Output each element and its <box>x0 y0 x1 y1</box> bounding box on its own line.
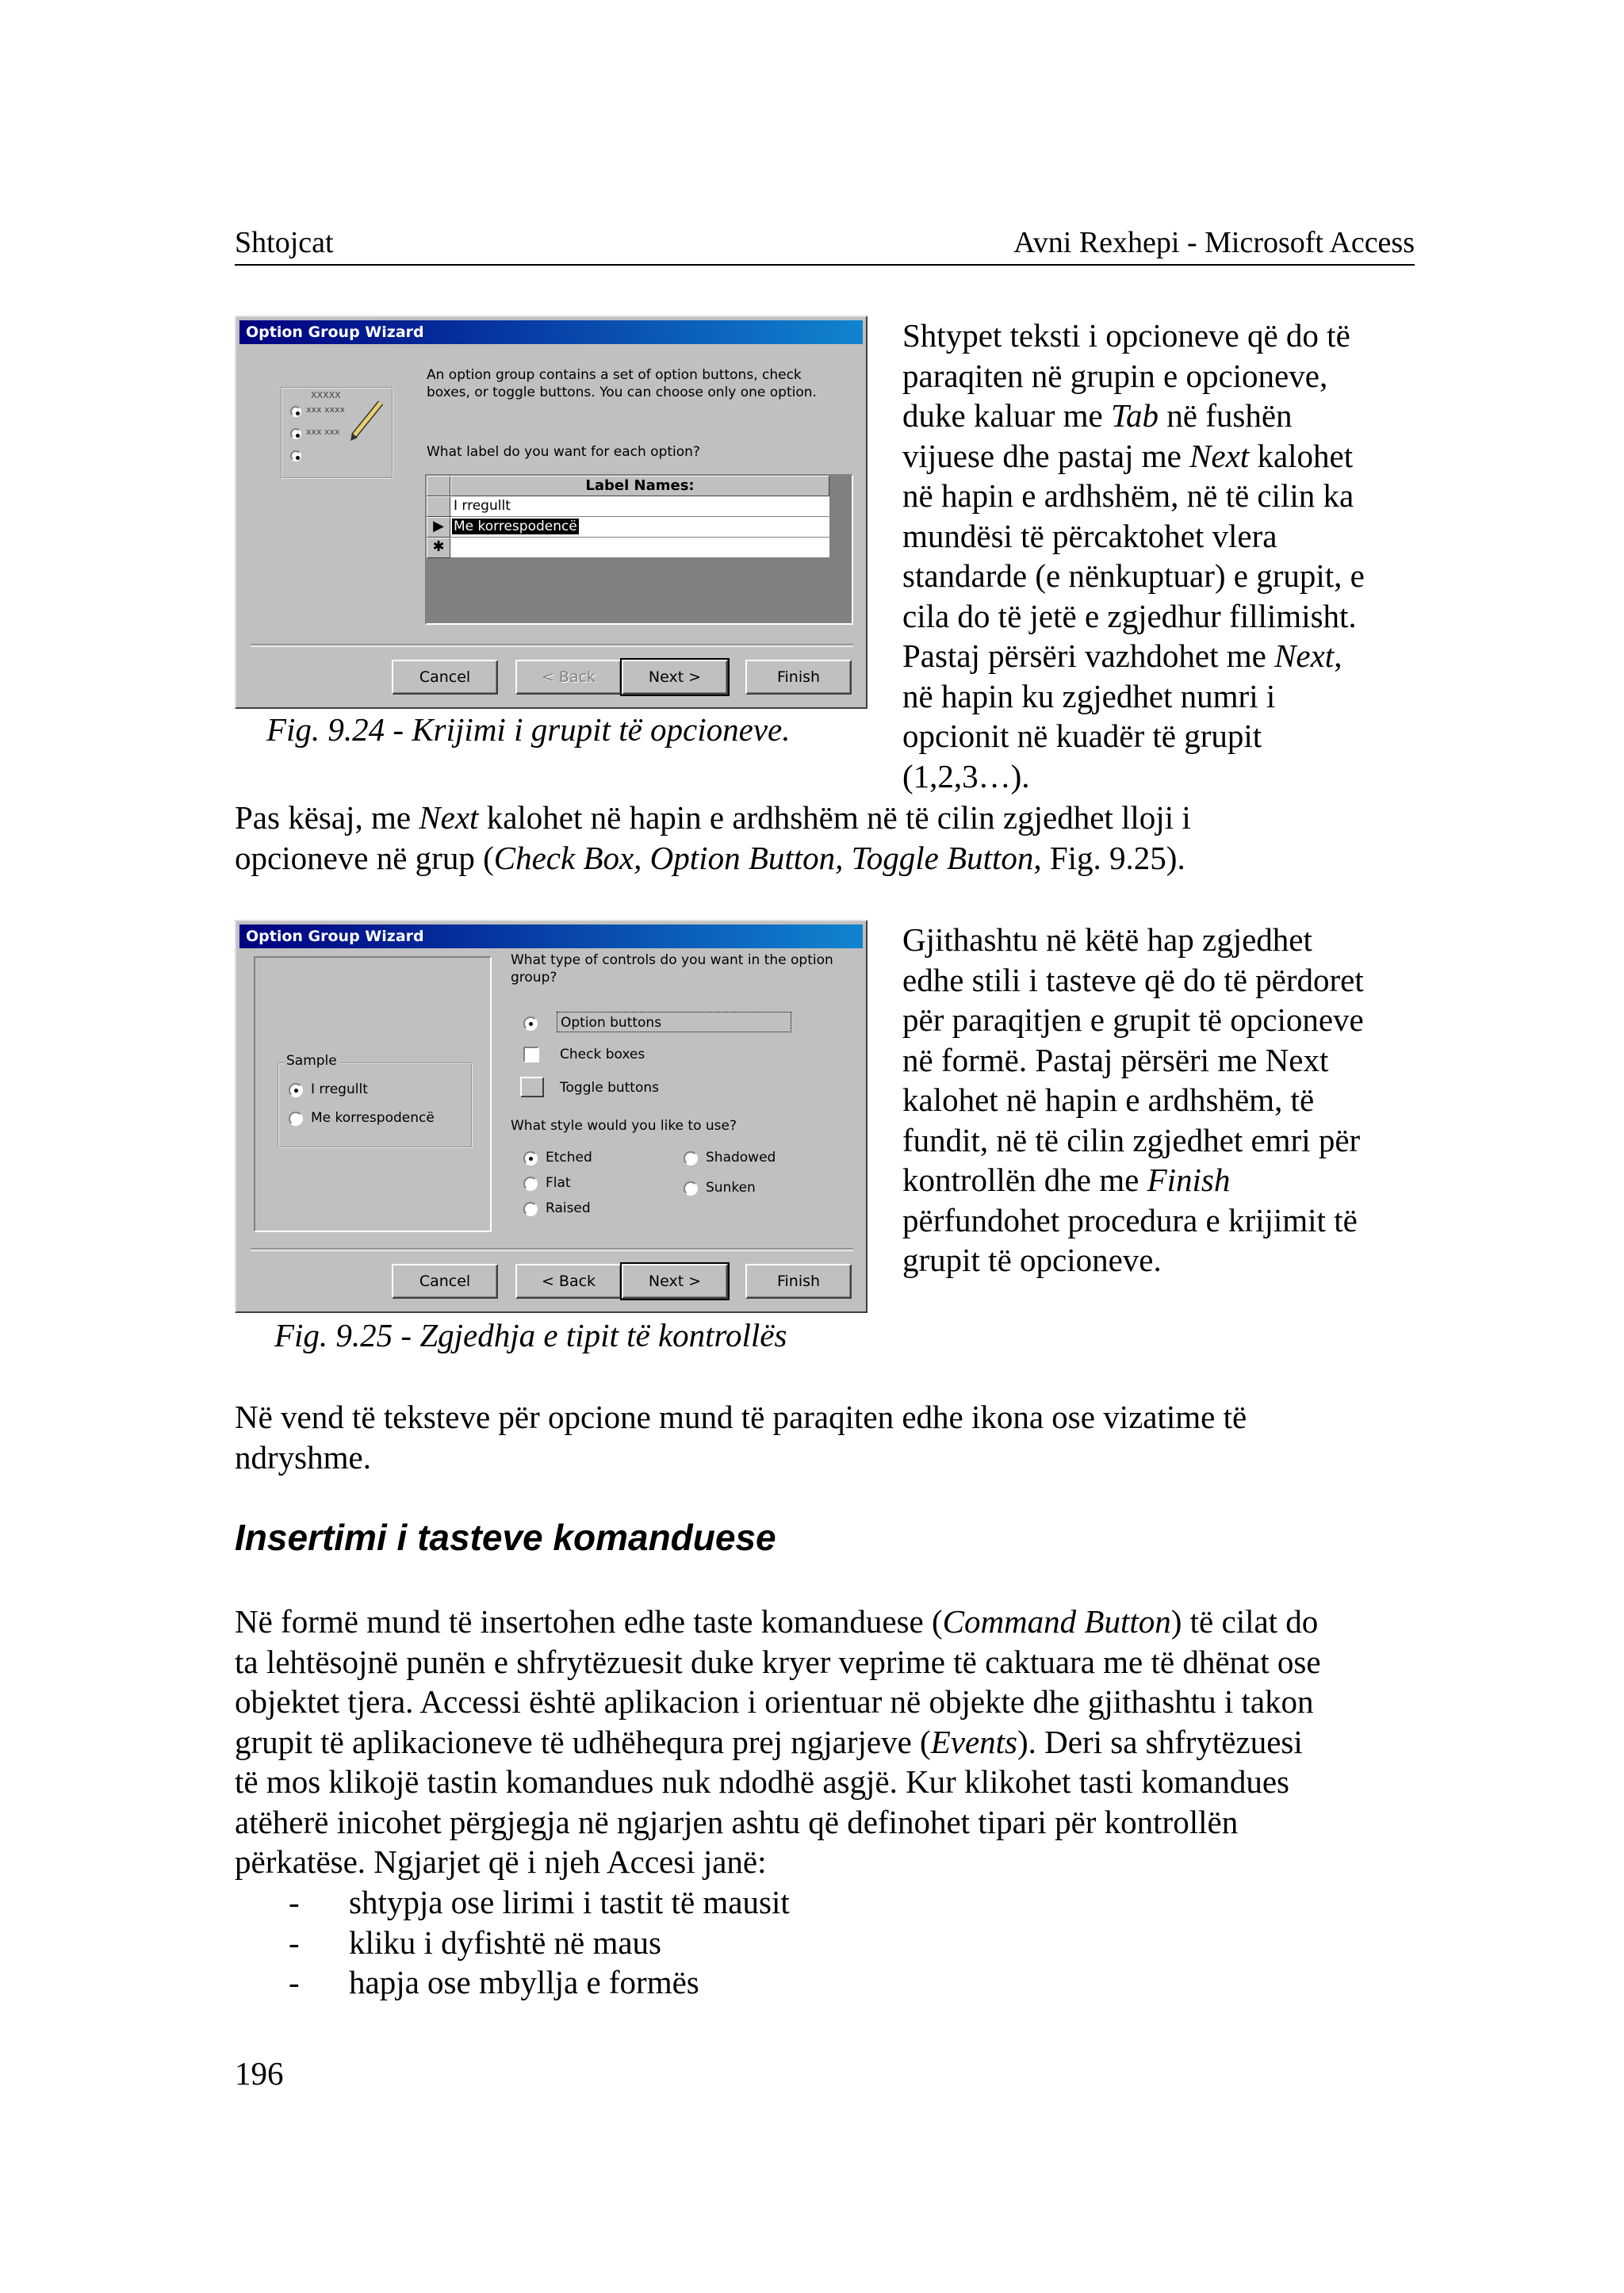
paragraph-right-1 <box>902 316 1410 796</box>
finish-button[interactable]: Finish <box>745 660 852 695</box>
sample-frame-label: Sample <box>284 1053 339 1069</box>
list-item <box>235 1882 1345 1923</box>
raised-label[interactable]: Raised <box>546 1200 591 1216</box>
section-heading: Insertimi i tasteve komanduese <box>235 1517 776 1558</box>
text-line: Në formë mund të insertohen edhe taste komanduese (Command Button) të cilat do <box>235 1603 1319 1640</box>
text-line: të mos klikojë tastin komandues nuk ndodhë asgjë. Kur klikohet tasti komandues <box>235 1763 1290 1800</box>
events-list <box>235 1882 1345 2003</box>
wizard-intro-text: An option group contains a set of option buttons, check boxes, or toggle buttons. You can choose only one option. <box>427 367 817 400</box>
text-line: Pas kësaj, me Next kalohet në hapin e ardhshëm në të cilin zgjedhet lloji i <box>235 799 1191 836</box>
text-line: opcionit në kuadër të grupit <box>902 718 1262 754</box>
text-line: Gjithashtu në këtë hap zgjedhet <box>902 921 1312 958</box>
cancel-button[interactable]: Cancel <box>392 1264 498 1299</box>
text-line: standarde (e nënkuptuar) e grupit, e <box>902 557 1365 594</box>
text-line: Pastaj përsëri vazhdohet me Next, <box>902 637 1342 674</box>
paragraph-right-2 <box>902 920 1410 1280</box>
text-line: opcioneve në grup (Check Box, Option Button, Toggle Button, Fig. 9.25). <box>235 839 1185 876</box>
sunken-radio[interactable] <box>684 1181 698 1196</box>
toggle-buttons-label[interactable]: Toggle buttons <box>560 1080 659 1096</box>
sample-caption: XXXXX <box>311 390 341 400</box>
text-line: atëherë inicohet përgjegja në ngjarjen ashtu që definohet tipari për kontrollën <box>235 1803 1239 1840</box>
figure-caption-9-25: Fig. 9.25 - Zgjedhja e tipit të kontrollës <box>274 1317 787 1353</box>
text-line: për paraqitjen e grupit të opcioneve <box>902 1001 1364 1038</box>
sample-option-2: Me korrespodencë <box>311 1110 435 1126</box>
bullet-marker: - <box>289 1884 300 1920</box>
row-selector[interactable] <box>427 496 450 517</box>
sample-radio-2 <box>290 428 301 439</box>
new-row-marker[interactable]: ✱ <box>427 538 450 558</box>
next-button[interactable]: Next > <box>622 1264 728 1299</box>
list-item-text: shtypja ose lirimi i tastit të mausit <box>349 1884 790 1920</box>
option-group-wizard-dialog-1 <box>235 316 868 709</box>
option-buttons-label[interactable]: Option buttons <box>557 1012 791 1032</box>
page-number: 196 <box>235 2055 284 2092</box>
raised-radio[interactable] <box>523 1202 538 1216</box>
row-selector-current[interactable]: ▶ <box>427 517 450 538</box>
text-line: në formë. Pastaj përsëri me Next <box>902 1041 1329 1078</box>
grid-row-new[interactable] <box>450 538 829 558</box>
text-line: objektet tjera. Accessi është aplikacion i orientuar në objekte dhe gjithashtu i takon <box>235 1683 1314 1720</box>
list-item <box>235 1923 1345 1963</box>
header-rule <box>235 264 1415 266</box>
text-line: ndryshme. <box>235 1438 371 1476</box>
button-separator <box>251 644 853 647</box>
text-line: (1,2,3…). <box>902 757 1030 794</box>
paragraph-full-2 <box>235 1397 1424 1477</box>
etched-label[interactable]: Etched <box>546 1150 592 1166</box>
text-line: në hapin ku zgjedhet numri i <box>902 677 1276 714</box>
sample-option-1: xxx xxxx <box>306 404 346 415</box>
flat-label[interactable]: Flat <box>546 1175 571 1191</box>
text-line: vijuese dhe pastaj me Next kalohet <box>902 437 1354 474</box>
running-header-right: Avni Rexhepi - Microsoft Access <box>1013 226 1415 259</box>
style-question: What style would you like to use? <box>511 1118 737 1134</box>
text-line: Në vend të teksteve për opcione mund të paraqiten edhe ikona ose vizatime të <box>235 1399 1247 1435</box>
figure-caption-9-24: Fig. 9.24 - Krijimi i grupit të opcioneve. <box>266 711 791 748</box>
button-separator <box>251 1248 853 1251</box>
text-line: fundit, në të cilin zgjedhet emri për <box>902 1121 1361 1158</box>
bullet-marker: - <box>289 1964 300 2000</box>
toggle-buttons-toggle[interactable] <box>520 1077 544 1097</box>
option-buttons-radio[interactable] <box>523 1016 538 1031</box>
back-button[interactable]: < Back <box>515 1264 622 1299</box>
grid-row-2[interactable] <box>450 517 829 538</box>
text-line: paraqiten në grupin e opcioneve, <box>902 357 1328 394</box>
list-item-text: kliku i dyfishtë në maus <box>349 1924 662 1961</box>
text-line: edhe stili i tasteve që do të përdoret <box>902 961 1364 998</box>
flat-radio[interactable] <box>523 1177 538 1191</box>
back-button[interactable]: < Back <box>515 660 622 695</box>
option-group-wizard-dialog-2 <box>235 920 868 1313</box>
text-line: duke kaluar me Tab në fushën <box>902 397 1293 434</box>
sample-frame <box>278 1053 473 1148</box>
text-line: kontrollën dhe me Finish <box>902 1162 1231 1198</box>
sample-radio-2 <box>289 1112 303 1126</box>
selected-cell-text: Me korrespodencë <box>454 519 577 534</box>
dialog-titlebar: Option Group Wizard <box>239 320 863 344</box>
sample-radio-1 <box>290 406 301 417</box>
pencil-icon <box>343 398 385 446</box>
text-line: në hapin e ardhshëm, në të cilin ka <box>902 477 1354 514</box>
text-line: grupit të aplikacioneve të udhëhequra prej ngjarjeve (Events). Deri sa shfrytëzuesi <box>235 1723 1303 1760</box>
text-line: kalohet në hapin e ardhshëm, të <box>902 1081 1315 1118</box>
grid-row-1[interactable]: I rregullt <box>450 496 829 517</box>
text-line: përkatëse. Ngjarjet që i njeh Accesi janë: <box>235 1843 767 1880</box>
shadowed-label[interactable]: Shadowed <box>706 1150 776 1166</box>
next-button[interactable]: Next > <box>622 660 728 695</box>
paragraph-full-1 <box>235 798 1424 878</box>
bullet-marker: - <box>289 1924 300 1961</box>
grid-corner <box>427 476 450 496</box>
etched-radio[interactable] <box>523 1151 538 1166</box>
list-item <box>235 1962 1345 2003</box>
sample-option-2: xxx xxx <box>306 427 340 437</box>
finish-button[interactable]: Finish <box>745 1264 852 1299</box>
sample-radio-3 <box>290 450 301 461</box>
sample-radio-1 <box>289 1083 303 1097</box>
check-boxes-label[interactable]: Check boxes <box>560 1047 645 1062</box>
text-line: grupit të opcioneve. <box>902 1242 1162 1278</box>
text-line: përfundohet procedura e krijimit të <box>902 1201 1358 1238</box>
grid-column-header: Label Names: <box>450 476 829 496</box>
check-boxes-checkbox[interactable] <box>523 1047 539 1062</box>
sample-illustration <box>281 387 393 479</box>
sunken-label[interactable]: Sunken <box>706 1180 756 1196</box>
shadowed-radio[interactable] <box>684 1151 698 1166</box>
control-type-question: What type of controls do you want in the option group? <box>511 952 833 986</box>
sample-panel <box>254 956 492 1232</box>
sample-option-1: I rregullt <box>311 1081 368 1097</box>
text-line: mundësi të përcaktohet vlera <box>902 517 1277 554</box>
running-header-left: Shtojcat <box>235 226 334 259</box>
text-line: ta lehtësojnë punën e shfrytëzuesit duke kryer veprime të caktuara me të dhënat ose <box>235 1643 1321 1680</box>
paragraph-full-3 <box>235 1602 1424 1882</box>
cancel-button[interactable]: Cancel <box>392 660 498 695</box>
list-item-text: hapja ose mbyllja e formës <box>349 1964 699 2000</box>
wizard-question: What label do you want for each option? <box>427 444 700 460</box>
text-line: Shtypet teksti i opcioneve që do të <box>902 317 1350 354</box>
label-names-grid <box>425 474 853 625</box>
text-line: cila do të jetë e zgjedhur fillimisht. <box>902 597 1357 634</box>
dialog-titlebar: Option Group Wizard <box>239 924 863 948</box>
